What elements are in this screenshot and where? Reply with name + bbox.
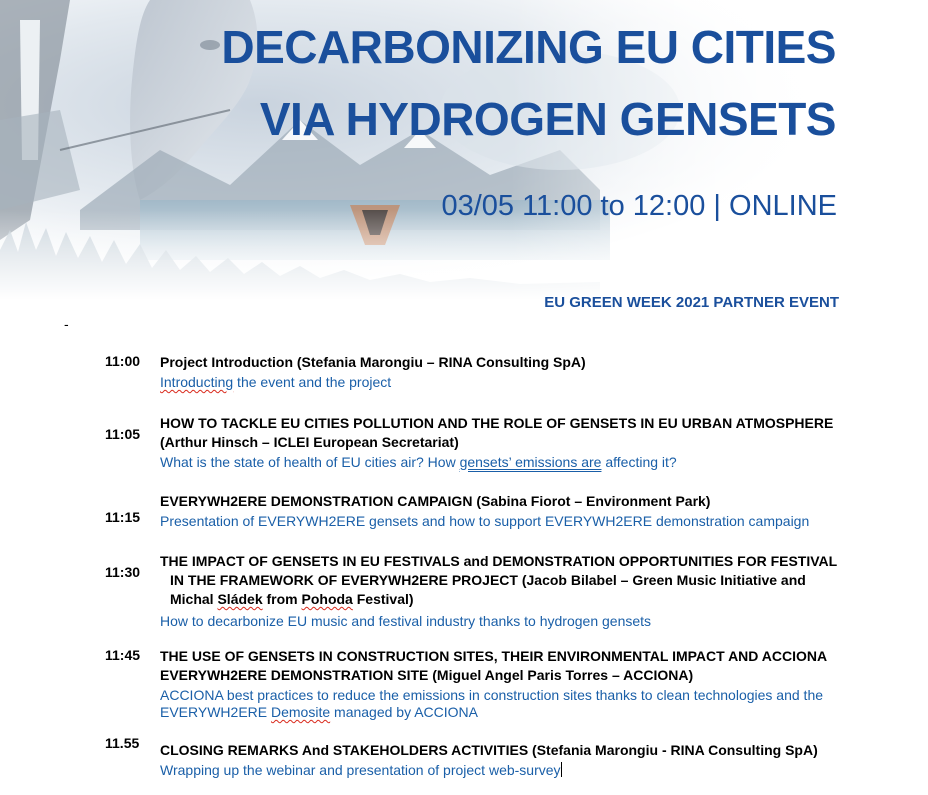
- agenda-title-line: HOW TO TACKLE EU CITIES POLLUTION AND THE ROLE OF GENSETS IN EU URBAN ATMOSPHERE: [160, 415, 834, 431]
- agenda-description: Presentation of EVERYWH2ERE gensets and how to support EVERYWH2ERE demonstration campaign: [160, 513, 810, 529]
- partner-event-label: EU GREEN WEEK 2021 PARTNER EVENT: [544, 294, 839, 311]
- agenda-title: CLOSING REMARKS And STAKEHOLDERS ACTIVITIES (Stefania Marongiu - RINA Consulting SpA): [160, 742, 818, 758]
- desc-text: affecting it?: [601, 454, 677, 470]
- desc-text: the event and the project: [233, 374, 392, 390]
- agenda-item: [160, 552, 905, 631]
- agenda-description: How to decarbonize EU music and festival industry thanks to hydrogen gensets: [160, 613, 652, 629]
- spellcheck-word[interactable]: Sládek: [217, 591, 263, 607]
- agenda-item: [160, 353, 905, 392]
- agenda-time: 11.55: [105, 735, 140, 751]
- agenda-description: [160, 372, 905, 392]
- agenda-title-line: IN THE FRAMEWORK OF EVERYWH2ERE PROJECT (Jacob Bilabel – Green Music Initiative and: [170, 572, 806, 588]
- event-datetime: 03/05 11:00 to 12:00 | ONLINE: [441, 190, 837, 222]
- spellcheck-word[interactable]: Pohoda: [301, 591, 353, 607]
- desc-text: What is the state of health of EU cities air? How: [160, 454, 460, 470]
- agenda-title-line: THE USE OF GENSETS IN CONSTRUCTION SITES, THEIR ENVIRONMENTAL IMPACT AND ACCIONA: [160, 648, 828, 664]
- agenda-title: EVERYWH2ERE DEMONSTRATION CAMPAIGN (Sabina Fiorot – Environment Park): [160, 493, 711, 509]
- agenda-item: [160, 647, 905, 722]
- agenda-description: [160, 760, 905, 780]
- agenda-description-line: [160, 702, 905, 722]
- agenda-item: [160, 414, 905, 472]
- agenda-title-line: THE IMPACT OF GENSETS IN EU FESTIVALS and DEMONSTRATION OPPORTUNITIES FOR FESTIVAL: [160, 553, 838, 569]
- list-marker: -: [64, 316, 69, 332]
- text-cursor: [561, 762, 562, 777]
- desc-text: Wrapping up the webinar and presentation of project web-survey: [160, 762, 561, 778]
- spellcheck-word[interactable]: Introducting: [160, 374, 234, 390]
- agenda-description: [160, 452, 905, 472]
- spellcheck-word[interactable]: Demosite: [271, 704, 331, 720]
- title-text: from: [262, 591, 302, 607]
- desc-text: EVERYWH2ERE: [160, 704, 271, 720]
- agenda-title-line: EVERYWH2ERE DEMONSTRATION SITE (Miguel Angel Paris Torres – ACCIONA): [160, 667, 694, 683]
- title-text: Michal: [170, 591, 218, 607]
- desc-text: managed by ACCIONA: [330, 704, 478, 720]
- title-line-2: VIA HYDROGEN GENSETS: [259, 93, 836, 145]
- agenda-title: Project Introduction (Stefania Marongiu – RINA Consulting SpA): [160, 354, 586, 370]
- title-line-1: DECARBONIZING EU CITIES: [221, 21, 836, 73]
- grammar-flagged-text[interactable]: gensets’ emissions are: [459, 454, 602, 470]
- agenda-title-line: [160, 590, 905, 609]
- agenda-title-line: (Arthur Hinsch – ICLEI European Secretariat): [160, 434, 459, 450]
- agenda-item: [160, 741, 905, 780]
- agenda-time: 11:45: [105, 647, 141, 663]
- agenda-description-line: ACCIONA best practices to reduce the emissions in construction sites thanks to clean technologies and the: [160, 687, 824, 703]
- title-text: Festival): [352, 591, 414, 607]
- agenda-time: 11:15: [105, 509, 141, 525]
- agenda-time: 11:00: [105, 353, 141, 369]
- agenda-time: 11:30: [105, 564, 141, 580]
- agenda-time: 11:05: [105, 426, 141, 442]
- agenda-item: [160, 492, 905, 531]
